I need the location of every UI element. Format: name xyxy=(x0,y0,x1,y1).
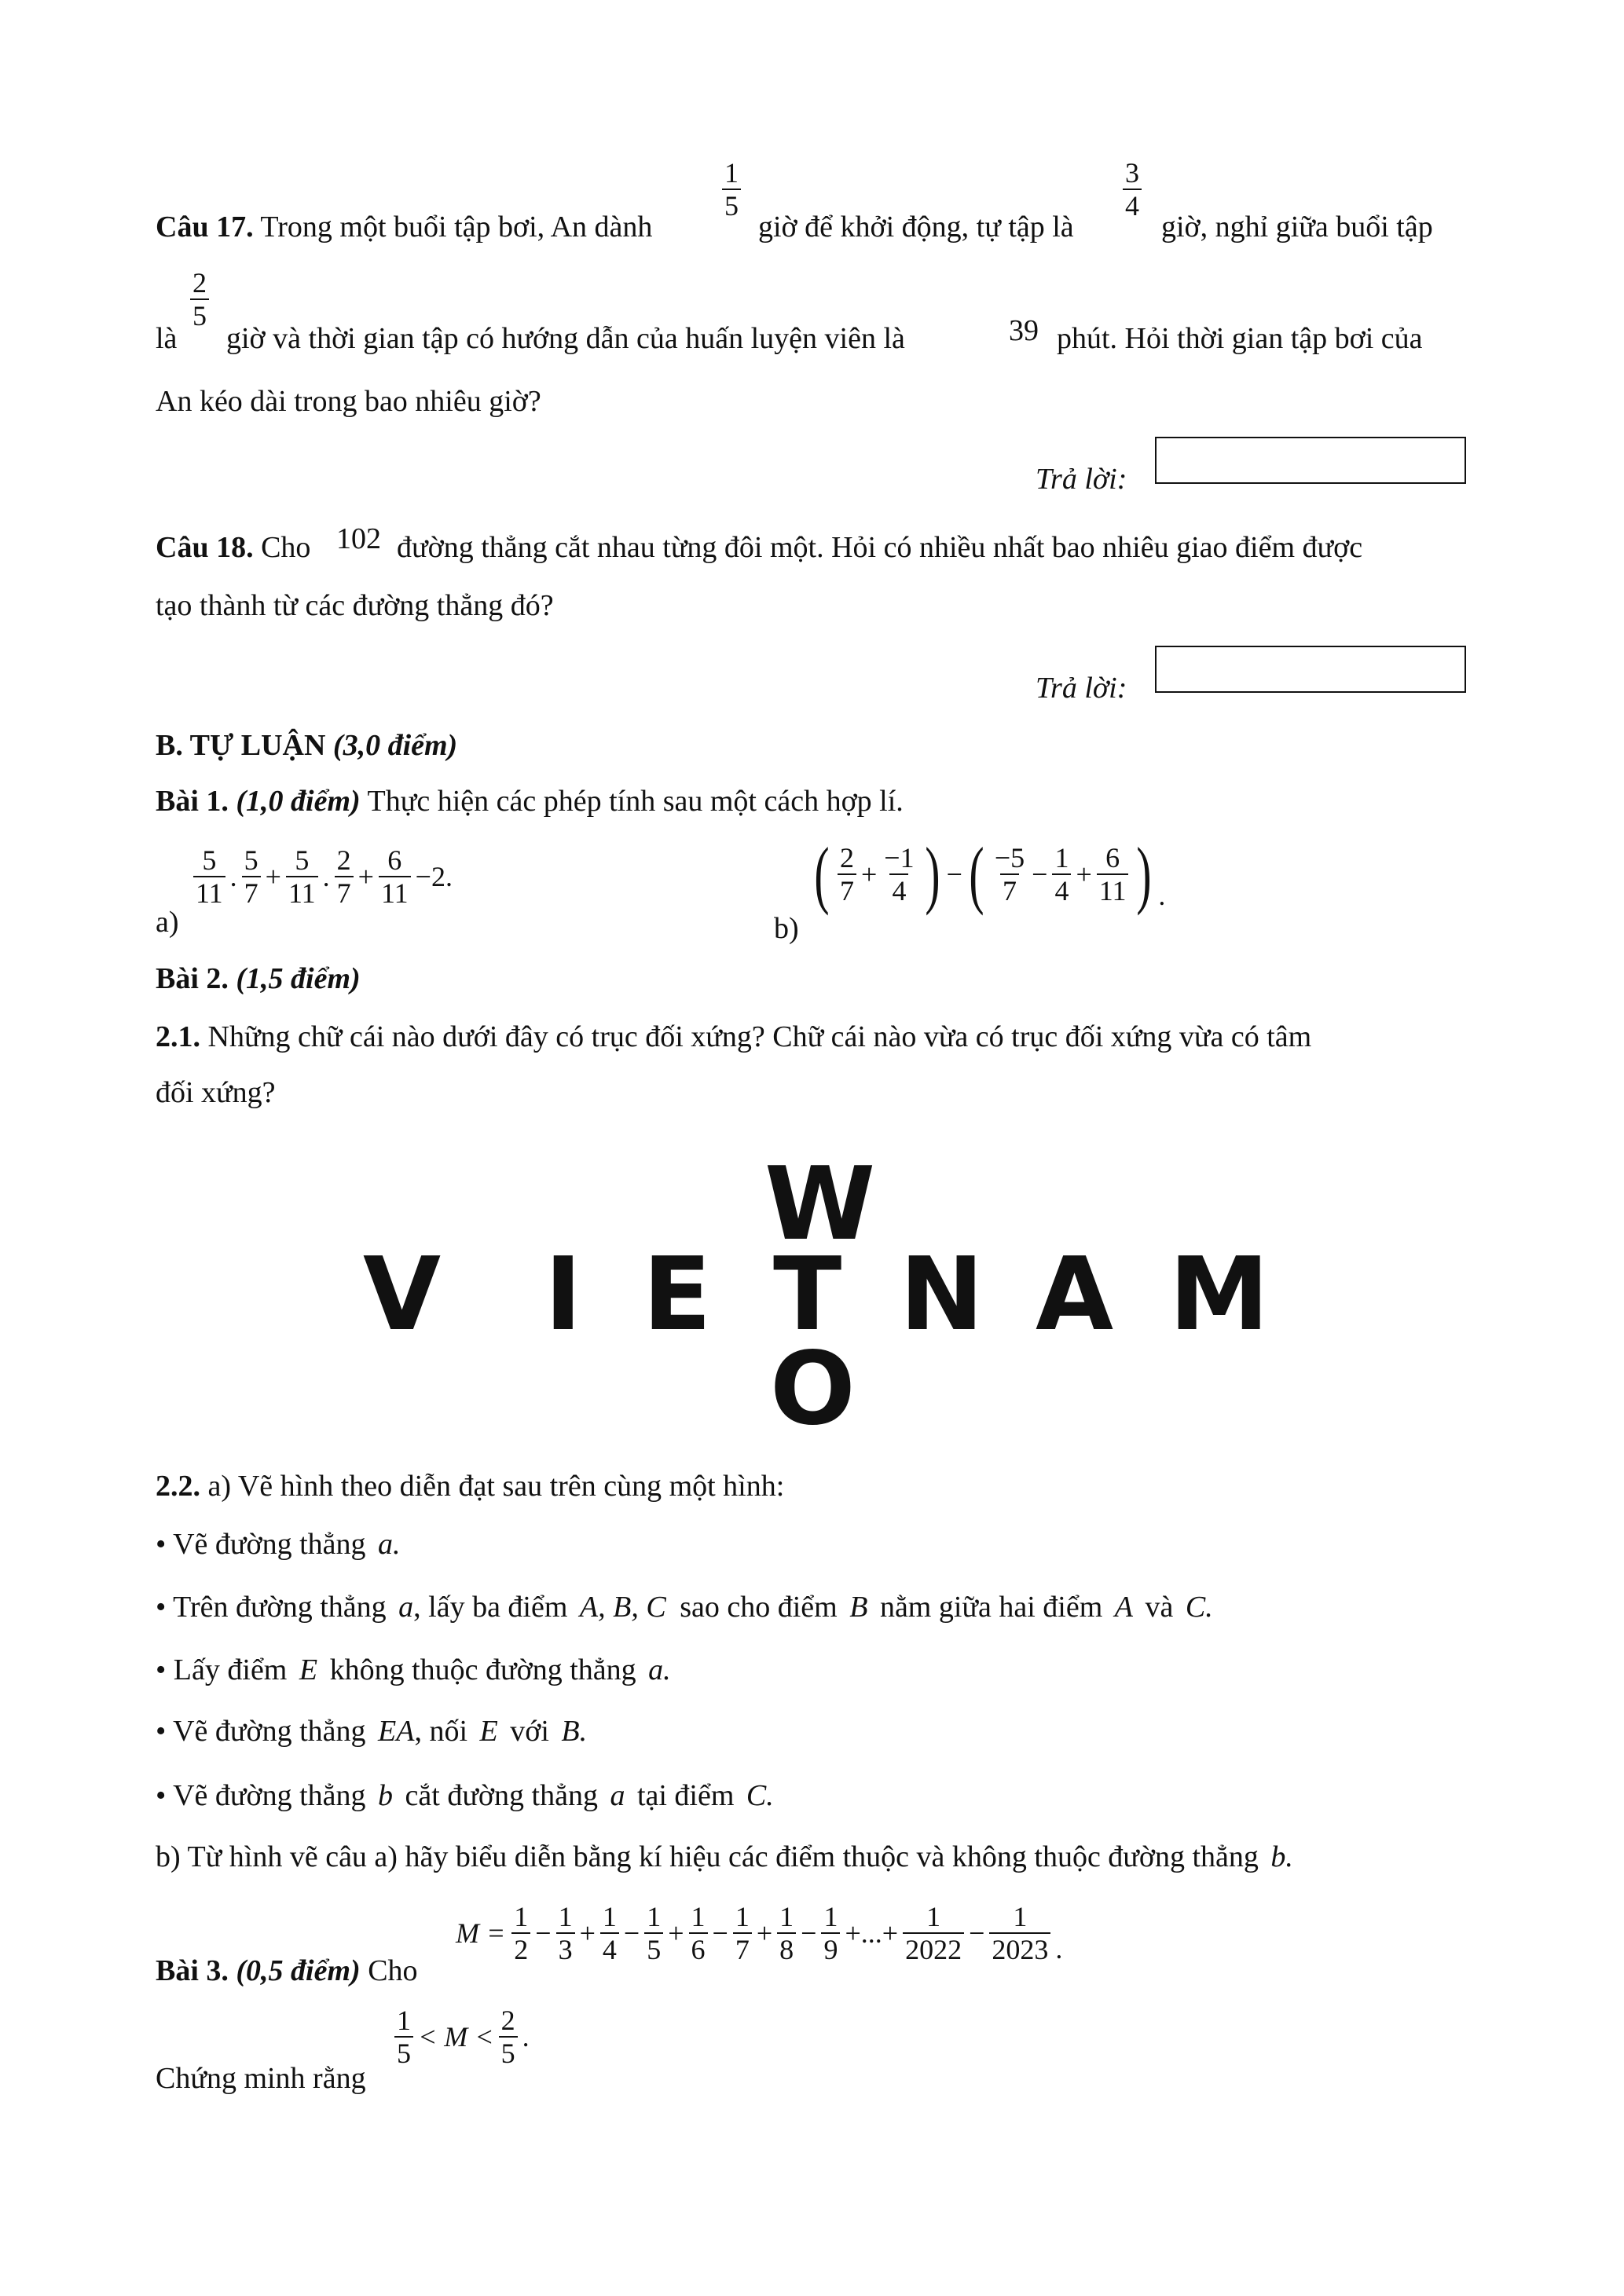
bai1-points: (1,0 điểm) xyxy=(236,785,361,818)
den: 11 xyxy=(286,876,318,909)
den: 5 xyxy=(644,1932,663,1965)
letter-v: V xyxy=(363,1236,442,1353)
num: −5 xyxy=(994,842,1025,873)
m-term-2022 xyxy=(903,1901,964,1965)
math-var: a xyxy=(398,1591,414,1624)
den: 8 xyxy=(777,1932,796,1965)
bullet-text: cắt đường thẳng xyxy=(405,1779,598,1812)
q17-n39: 39 xyxy=(1009,314,1039,347)
q18-answer-label: Trả lời: xyxy=(1036,672,1127,705)
m-term xyxy=(556,1901,575,1965)
den: 5 xyxy=(394,2036,413,2069)
bai1-b-f5 xyxy=(1097,842,1129,906)
math-var: C. xyxy=(746,1779,774,1812)
bai1-a-f1 xyxy=(193,844,225,909)
num: 1 xyxy=(647,1901,662,1932)
bai1-a-label: a) xyxy=(156,906,179,939)
den: 11 xyxy=(1097,873,1129,906)
letter-o: O xyxy=(770,1331,856,1448)
q18-text3: tạo thành từ các đường thẳng đó? xyxy=(156,589,554,622)
num: −1 xyxy=(884,842,915,873)
bai3-line xyxy=(156,1952,418,1990)
left-paren: ( xyxy=(969,832,984,916)
bullet-text: , lấy ba điểm xyxy=(413,1591,568,1624)
q18-line1 xyxy=(156,529,310,566)
q17-text1: Trong một buổi tập bơi, An dành xyxy=(260,211,653,244)
q17-frac1-den: 5 xyxy=(722,189,741,222)
bai3-points: (0,5 điểm) xyxy=(236,1954,361,1987)
num: 1 xyxy=(514,1901,529,1932)
op: − xyxy=(535,1917,552,1949)
p21-text2: đối xứng? xyxy=(156,1076,276,1109)
m-lhs: M = xyxy=(456,1917,506,1949)
num: 2 xyxy=(500,2005,515,2036)
m-term-2023 xyxy=(989,1901,1050,1965)
op: − xyxy=(1032,859,1048,890)
ineq-end: . xyxy=(522,2021,530,2052)
math-var: B. xyxy=(561,1715,588,1748)
p21-text1: Những chữ cái nào dưới đây có trục đối xứng? Chữ cái nào vừa có trục đối xứng vừa có tâm xyxy=(207,1020,1312,1053)
m-term xyxy=(777,1901,796,1965)
op: − xyxy=(946,859,962,890)
bullet-text: và xyxy=(1145,1591,1174,1624)
num: 1 xyxy=(691,1901,706,1932)
den: 2 xyxy=(511,1932,530,1965)
letter-e: E xyxy=(643,1236,712,1353)
math-var: A xyxy=(1114,1591,1134,1624)
q17-frac2-num: 3 xyxy=(1125,157,1139,189)
bullet-2 xyxy=(156,1588,1213,1626)
dot: . xyxy=(1055,1933,1063,1965)
bai3-prove-text: Chứng minh rằng xyxy=(156,2062,366,2095)
bullet-text: sao cho điểm xyxy=(680,1591,838,1624)
num: 5 xyxy=(202,844,217,876)
bullet-text: tại điểm xyxy=(636,1779,735,1812)
bullet-text: • Vẽ đường thẳng xyxy=(156,1715,366,1748)
q17-frac3-den: 5 xyxy=(190,298,209,331)
bullet-5 xyxy=(156,1777,774,1814)
op: + xyxy=(265,861,281,892)
bai2-line xyxy=(156,960,361,998)
letter-w: W xyxy=(764,1146,876,1263)
m-term xyxy=(733,1901,752,1965)
bullet-text: nằm giữa hai điểm xyxy=(879,1591,1103,1624)
bullet-text: • Lấy điểm xyxy=(156,1653,288,1686)
bai1-b-f3 xyxy=(992,842,1027,906)
bai1-a-f3 xyxy=(286,844,318,909)
p22-line xyxy=(156,1467,784,1505)
q17-frac3-num: 2 xyxy=(192,267,207,298)
q17-text2: giờ để khởi động, tự tập là xyxy=(758,211,1074,244)
ineq-left xyxy=(394,2005,413,2069)
bai2-label: Bài 2. xyxy=(156,962,229,995)
letter-m: M xyxy=(1169,1236,1270,1353)
bai1-text: Thực hiện các phép tính sau một cách hợp lí. xyxy=(367,785,904,818)
q17-answer-label: Trả lời: xyxy=(1036,463,1127,496)
op: − xyxy=(801,1917,817,1949)
bai3-inequality xyxy=(391,2005,531,2069)
bullet-4 xyxy=(156,1712,587,1750)
den: 7 xyxy=(1000,873,1019,906)
p22-b-text: b) Từ hình vẽ câu a) hãy biểu diễn bằng kí hiệu các điểm thuộc và không thuộc đường thẳng xyxy=(156,1840,1259,1873)
num: 1 xyxy=(558,1901,573,1932)
q17-line1 xyxy=(156,208,652,246)
q18-label: Câu 18. xyxy=(156,531,254,564)
q18-text1: Cho xyxy=(261,531,311,564)
op: + xyxy=(357,861,374,892)
bai1-b-expression xyxy=(809,832,1167,916)
math-var: b. xyxy=(1270,1840,1293,1873)
m-term xyxy=(821,1901,840,1965)
ineq-mid: < M < xyxy=(418,2021,494,2052)
bai1-a-f2 xyxy=(242,844,261,909)
q17-frac1-num: 1 xyxy=(724,157,739,189)
num: 1 xyxy=(926,1901,941,1932)
den: 9 xyxy=(821,1932,840,1965)
bai1-line xyxy=(156,782,904,820)
den: 4 xyxy=(600,1932,619,1965)
bullet-1 xyxy=(156,1525,401,1563)
partB-heading: B. TỰ LUẬN xyxy=(156,729,326,762)
op: − xyxy=(969,1917,985,1949)
q18-n102: 102 xyxy=(336,522,381,555)
ineq-right xyxy=(499,2005,518,2069)
bai1-b-f2 xyxy=(882,842,916,906)
math-var: a. xyxy=(378,1528,401,1561)
num: 1 xyxy=(735,1901,750,1932)
den: 4 xyxy=(1052,873,1071,906)
math-var: a xyxy=(610,1779,625,1812)
p22-label: 2.2. xyxy=(156,1470,200,1503)
q17-text3: giờ, nghỉ giữa buổi tập xyxy=(1161,211,1433,244)
den: 2022 xyxy=(903,1932,964,1965)
bai1-a-expression xyxy=(190,844,454,909)
bai1-label: Bài 1. xyxy=(156,785,229,818)
op: + xyxy=(668,1917,684,1949)
right-paren: ) xyxy=(924,832,940,916)
den: 11 xyxy=(193,876,225,909)
left-paren: ( xyxy=(814,832,830,916)
op: + xyxy=(1076,859,1092,890)
num: 2 xyxy=(336,844,351,876)
op: + xyxy=(860,859,878,890)
math-var: EA xyxy=(378,1715,415,1748)
q17-frac1 xyxy=(722,157,741,222)
bullet-text: không thuộc đường thẳng xyxy=(329,1653,636,1686)
q17-answer-box[interactable] xyxy=(1155,437,1466,484)
num: 5 xyxy=(244,844,258,876)
q17-text7: An kéo dài trong bao nhiêu giờ? xyxy=(156,385,541,418)
den: 11 xyxy=(379,876,411,909)
tail: . xyxy=(1158,880,1166,911)
bai1-a-f5 xyxy=(379,844,411,909)
op: . xyxy=(322,861,330,892)
q17-frac3 xyxy=(190,267,209,331)
bullet-3 xyxy=(156,1651,671,1689)
letter-a: A xyxy=(1036,1236,1114,1353)
den: 7 xyxy=(335,876,354,909)
q17-text4: là xyxy=(156,322,178,355)
bai3-text: Cho xyxy=(368,1954,418,1987)
op: − xyxy=(623,1917,640,1949)
bai1-b-f1 xyxy=(838,842,856,906)
den: 7 xyxy=(242,876,261,909)
partB-heading-line xyxy=(156,727,457,764)
q18-answer-box[interactable] xyxy=(1155,646,1466,693)
bai1-a-f4 xyxy=(335,844,354,909)
num: 1 xyxy=(1013,1901,1028,1932)
math-var: B xyxy=(849,1591,868,1624)
bullet-text: • Vẽ đường thẳng xyxy=(156,1779,366,1812)
m-term xyxy=(644,1901,663,1965)
den: 5 xyxy=(499,2036,518,2069)
q18-text2: đường thẳng cắt nhau từng đôi một. Hỏi có nhiều nhất bao nhiêu giao điểm được xyxy=(397,531,1363,564)
num: 1 xyxy=(779,1901,794,1932)
m-term xyxy=(689,1901,708,1965)
math-var: A, B, C xyxy=(579,1591,666,1624)
num: 2 xyxy=(839,842,854,873)
partB-points: (3,0 điểm) xyxy=(332,729,458,762)
bullet-text: với xyxy=(510,1715,549,1748)
num: 1 xyxy=(823,1901,838,1932)
bai1-b-label: b) xyxy=(774,912,799,945)
math-var: E xyxy=(479,1715,498,1748)
p21-label: 2.1. xyxy=(156,1020,200,1053)
bai1-b-f4 xyxy=(1052,842,1071,906)
num: 1 xyxy=(1054,842,1069,873)
den: 7 xyxy=(838,873,856,906)
q17-label: Câu 17. xyxy=(156,211,254,244)
tail: −2. xyxy=(415,861,453,892)
op: − xyxy=(712,1917,728,1949)
math-var: E xyxy=(299,1653,318,1686)
bai3-m-expression xyxy=(456,1901,1064,1965)
math-var: C. xyxy=(1185,1591,1213,1624)
q17-frac2-den: 4 xyxy=(1123,189,1142,222)
bullet-text: • Trên đường thẳng xyxy=(156,1591,387,1624)
p22-b-line xyxy=(156,1838,1293,1876)
m-term xyxy=(511,1901,530,1965)
op: + xyxy=(756,1917,773,1949)
num: 6 xyxy=(387,844,402,876)
p22-text: a) Vẽ hình theo diễn đạt sau trên cùng một hình: xyxy=(207,1470,785,1503)
bullet-text: • Vẽ đường thẳng xyxy=(156,1528,366,1561)
letter-t: T xyxy=(773,1236,842,1353)
right-paren: ) xyxy=(1136,832,1153,916)
den: 4 xyxy=(889,873,908,906)
p21-line1 xyxy=(156,1018,1311,1056)
num: 1 xyxy=(397,2005,411,2036)
num: 1 xyxy=(602,1901,617,1932)
q17-frac2 xyxy=(1123,157,1142,222)
ellipsis: +...+ xyxy=(845,1917,899,1949)
bullet-text: , nối xyxy=(414,1715,468,1748)
bai2-points: (1,5 điểm) xyxy=(236,962,361,995)
den: 2023 xyxy=(989,1932,1050,1965)
den: 7 xyxy=(733,1932,752,1965)
math-var: a. xyxy=(648,1653,671,1686)
num: 6 xyxy=(1105,842,1120,873)
den: 3 xyxy=(556,1932,575,1965)
op: . xyxy=(229,861,237,892)
num: 5 xyxy=(295,844,310,876)
letter-i: I xyxy=(544,1236,582,1353)
op: + xyxy=(579,1917,596,1949)
letter-n: N xyxy=(900,1236,984,1353)
q17-text6: phút. Hỏi thời gian tập bơi của xyxy=(1057,322,1423,355)
den: 6 xyxy=(689,1932,708,1965)
m-term xyxy=(600,1901,619,1965)
bai3-label: Bài 3. xyxy=(156,1954,229,1987)
math-var: b xyxy=(378,1779,394,1812)
q17-text5: giờ và thời gian tập có hướng dẫn của huấn luyện viên là xyxy=(226,322,905,355)
